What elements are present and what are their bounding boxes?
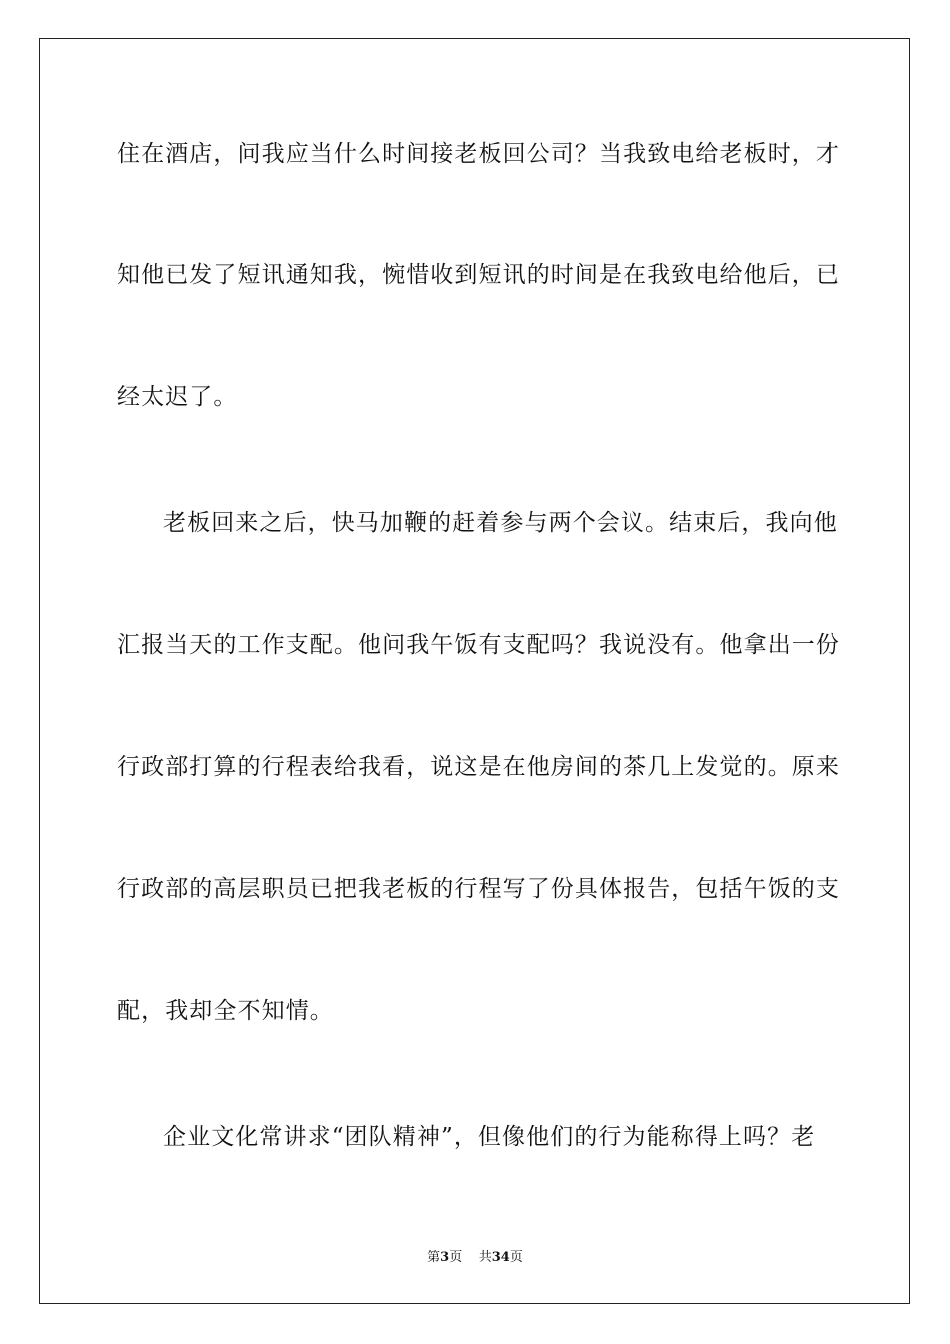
body-line-7: 行政部的高层职员已把我老板的行程写了份具体报告，包括午饭的支 (117, 876, 840, 902)
footer-page-suffix: 页 (449, 1250, 463, 1265)
footer-total-prefix: 共 (478, 1250, 492, 1265)
body-line-6: 行政部打算的行程表给我看，说这是在他房间的茶几上发觉的。原来 (117, 754, 840, 780)
footer-page-number: 3 (440, 1250, 450, 1265)
body-line-1: 住在酒店，问我应当什么时间接老板回公司？当我致电给老板时，才 (117, 141, 840, 167)
body-line-5: 汇报当天的工作支配。他问我午饭有支配吗？我说没有。他拿出一份 (117, 632, 840, 658)
footer-page-prefix: 第 (427, 1250, 441, 1265)
footer-total-suffix: 页 (509, 1250, 523, 1265)
body-line-2: 知他已发了短讯通知我，惋惜收到短讯的时间是在我致电给他后，已 (117, 262, 840, 288)
body-line-8: 配，我却全不知情。 (117, 998, 334, 1024)
page-border (39, 38, 910, 1304)
footer-total-pages: 34 (491, 1250, 510, 1265)
body-line-3: 经太迟了。 (117, 384, 238, 410)
page-footer (0, 1246, 950, 1265)
body-line-9: 企业文化常讲求“团队精神”，但像他们的行为能称得上吗？老 (163, 1124, 816, 1150)
body-line-4: 老板回来之后，快马加鞭的赶着参与两个会议。结束后，我向他 (163, 510, 838, 536)
